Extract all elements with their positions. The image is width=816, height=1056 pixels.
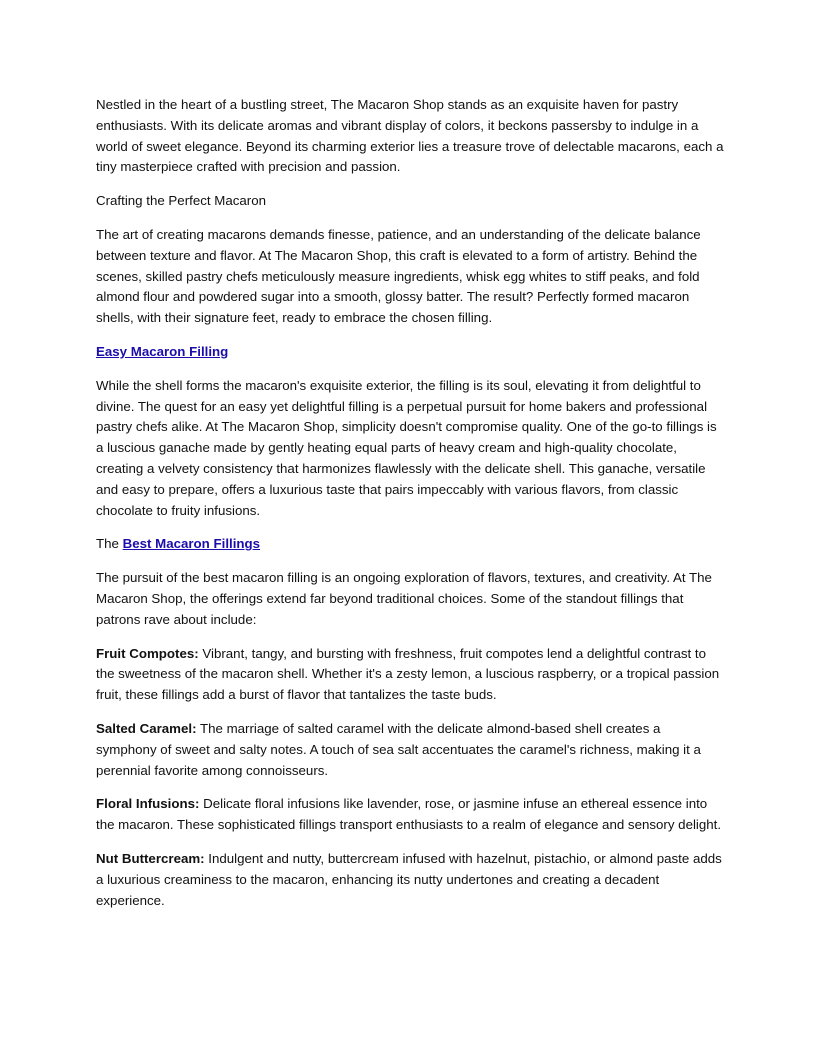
easy-filling-paragraph: While the shell forms the macaron's exquisite exterior, the filling is its soul, elevating it from delightful to divine. The quest for an easy yet delightful filling is a perpetual pursuit for home bakers and professional pastry chefs alike. At The Macaron Shop, simplicity doesn't compromise quality. One of the go-to fillings is a luscious ganache made by gently heating equal parts of heavy cream and high-quality chocolate, creating a velvety consistency that harmonizes flawlessly with the delicate shell. This ganache, versatile and easy to prepare, offers a luxurious taste that pairs impeccably with various flavors, from classic chocolate to fruity infusions. [96, 377, 717, 518]
best-heading-prefix: The [96, 536, 123, 552]
filling-item-fruit-compotes [96, 644, 724, 706]
document-page [96, 95, 724, 924]
crafting-heading: Crafting the Perfect Macaron [96, 193, 266, 209]
filling-description: The marriage of salted caramel with the delicate almond-based shell creates a symphony of sweet and salty notes. A touch of sea salt accentuates the caramel's richness, making it a perennial favorite among connoisseurs. [96, 720, 701, 778]
filling-item-nut-buttercream [96, 849, 724, 911]
filling-description: Delicate floral infusions like lavender, rose, or jasmine infuse an ethereal essence into the macaron. These sophisticated fillings transport enthusiasts to a realm of elegance and sensory delight. [96, 796, 722, 833]
easy-filling-heading [96, 342, 724, 363]
filling-name: Floral Infusions: [96, 796, 200, 812]
intro-paragraph: Nestled in the heart of a bustling street, The Macaron Shop stands as an exquisite haven for pastry enthusiasts. With its delicate aromas and vibrant display of colors, it beckons passersby to indulge in a world of sweet elegance. Beyond its charming exterior lies a treasure trove of delectable macarons, each a tiny masterpiece crafted with precision and passion. [96, 97, 724, 175]
easy-filling-link[interactable]: Easy Macaron Filling [96, 343, 229, 359]
best-fillings-heading [96, 534, 724, 555]
filling-name: Nut Buttercream: [96, 850, 205, 866]
filling-name: Salted Caramel: [96, 720, 197, 736]
filling-description: Vibrant, tangy, and bursting with freshness, fruit compotes lend a delightful contrast to the sweetness of the macaron shell. Whether it's a zesty lemon, a luscious raspberry, or a tropical passion fruit, these fillings add a burst of flavor that tantalizes the taste buds. [96, 645, 720, 703]
filling-item-salted-caramel [96, 719, 724, 781]
best-fillings-paragraph: The pursuit of the best macaron filling is an ongoing exploration of flavors, textures, and creativity. At The Macaron Shop, the offerings extend far beyond traditional choices. Some of the standout fillings that patrons rave about include: [96, 570, 712, 627]
filling-name: Fruit Compotes: [96, 645, 199, 661]
best-fillings-link[interactable]: Best Macaron Fillings [122, 536, 261, 552]
filling-description: Indulgent and nutty, buttercream infused with hazelnut, pistachio, or almond paste adds a luxurious creaminess to the macaron, enhancing its nutty undertones and creating a decadent experience. [96, 850, 722, 908]
crafting-paragraph: The art of creating macarons demands finesse, patience, and an understanding of the delicate balance between texture and flavor. At The Macaron Shop, this craft is elevated to a form of artistry. Behind the scenes, skilled pastry chefs meticulously measure ingredients, whisk egg whites to stiff peaks, and fold almond flour and powdered sugar into a smooth, glossy batter. The result? Perfectly formed macaron shells, with their signature feet, ready to embrace the chosen filling. [96, 226, 701, 326]
filling-item-floral-infusions [96, 794, 724, 836]
